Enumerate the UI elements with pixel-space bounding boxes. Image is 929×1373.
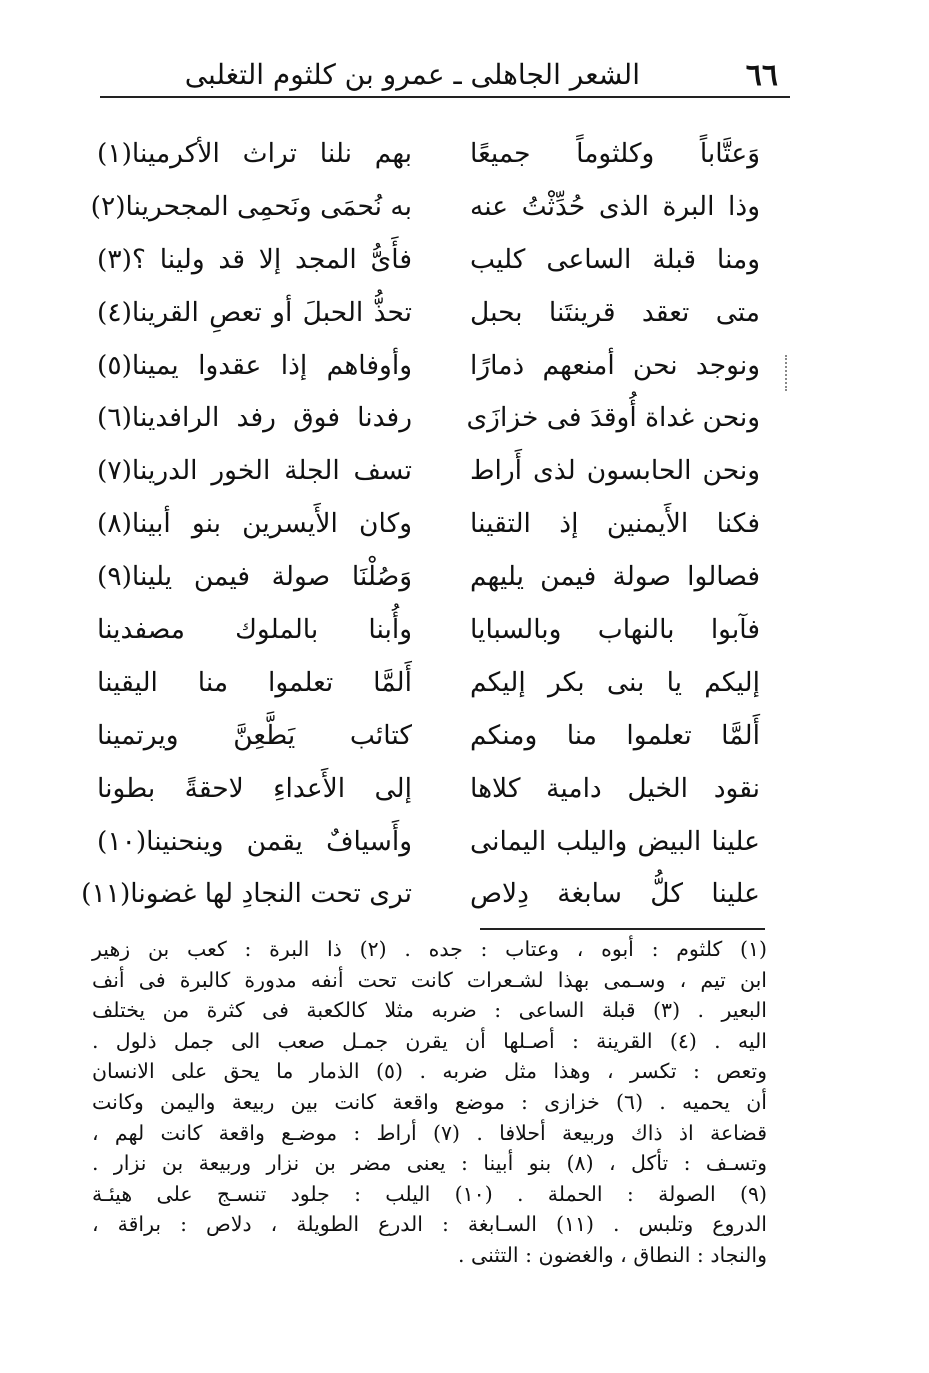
running-title: الشعر الجاهلى ـ عمرو بن كلثوم التغلبى <box>184 58 640 91</box>
first-hemistich: ومنا قبلة الساعى كليب <box>470 243 760 275</box>
first-hemistich: متى تعقد قرينتَنا بحبل <box>470 296 760 328</box>
verse <box>97 657 760 710</box>
second-hemistich: ترى تحت النجادِ لها غضونا(١١) <box>81 878 412 910</box>
verse <box>97 392 760 445</box>
page-header <box>100 52 790 98</box>
verse <box>97 287 760 340</box>
first-hemistich: فكنا الأَيمنين إذ التقينا <box>470 508 760 540</box>
second-hemistich: كتائب يَطَّعِنَّ ويرتمينا <box>97 719 412 751</box>
first-hemistich: فصالوا صولة فيمن يليهم <box>470 561 760 593</box>
verse <box>97 551 760 604</box>
first-hemistich: علينا كلُّ سابغة دِلاص <box>470 878 760 910</box>
second-hemistich: وأَسيافٌ يقمن وينحنينا(١٠) <box>97 825 412 857</box>
verse <box>97 710 760 763</box>
second-hemistich: أَلمَّا تعلموا منا اليقينا <box>97 666 412 698</box>
first-hemistich: وذا البرة الذى حُدِّثْتُ عنه <box>470 190 760 222</box>
footnote-line: (٩) الصولة : الحملة . (١٠) اليلب : جلود تنسـج على هيئـة <box>92 1181 767 1206</box>
verse <box>81 868 760 921</box>
verse <box>90 181 760 234</box>
footnotes <box>92 934 767 1271</box>
footnote-line: قضاعة اذ ذاك وربيعة أحلافا . (٧) أراط : موضـع واقعة كانت لهم ، <box>92 1120 768 1145</box>
footnote-rule <box>480 928 765 930</box>
footnote-line: البعير . (٣) قبلة الساعى : ضربه مثلا كالكعبة فى كثرة من يختلف <box>92 998 767 1023</box>
footnote-line: أن يحميه . (٦) خزازى : موضع واقعة كانت بين ربيعة واليمن وكانت <box>92 1089 767 1114</box>
first-hemistich: ونحن غداة أُوقدَ فى خزازَى <box>466 402 760 434</box>
first-hemistich: فآبوا بالنهاب وبالسبايا <box>470 614 760 646</box>
second-hemistich: تسف الجلة الخور الدرينا(٧) <box>97 455 412 487</box>
second-hemistich: تحذُّ الحبلَ أو تعصِ القرينا(٤) <box>97 296 412 328</box>
first-hemistich: إليكم يا بنى بكر إليكم <box>470 666 760 698</box>
footnote-line: (١) كلثوم : أبوه ، وعتاب : جده . (٢) ذا البرة : كعب بن زهير <box>92 937 767 961</box>
footnote-line: وتعص : تكسر ، وهذا مثل ضربه . (٥) الذمار ما يحق على الانسان <box>92 1059 767 1084</box>
footnote-line: والنجاد : النطاق ، والغضون : التثنى . <box>457 1242 767 1267</box>
second-hemistich: وَصُلْنَا صولة فيمن يلينا(٩) <box>97 561 412 593</box>
verse <box>97 816 760 869</box>
first-hemistich: نقود الخيل دامية كلاها <box>470 772 760 804</box>
second-hemistich: رفدنا فوق رفد الرافدينا(٦) <box>97 402 412 434</box>
verse <box>97 763 760 816</box>
second-hemistich: إلى الأَعداءِ لاحقةً بطونا <box>97 772 412 804</box>
second-hemistich: فأَىُّ المجد إلا قد ولينا ؟(٣) <box>97 243 412 275</box>
margin-mark <box>785 355 789 391</box>
verse <box>97 128 760 181</box>
second-hemistich: وأوفاهم إذا عقدوا يمينا(٥) <box>97 349 412 381</box>
verse <box>97 340 760 393</box>
verse <box>97 445 760 498</box>
footnote-line: ابن تيم ، وسـمى بهذا لشـعرات كانت تحت أنفه مدورة كالبرة فى أنف <box>92 967 767 992</box>
first-hemistich: ونوجد نحن أمنعهم ذمارًا <box>470 349 760 381</box>
verse <box>97 234 760 287</box>
footnote-line: وتسـف : تأكل ، (٨) بنو أبينا : يعنى مضر بن نزار وربيعة بن نزار . <box>92 1151 767 1176</box>
page-number: ٦٦ <box>745 58 778 93</box>
first-hemistich: علينا البيض واليلب اليمانى <box>470 825 760 857</box>
second-hemistich: وأُبنا بالملوك مصفدينا <box>97 614 412 646</box>
second-hemistich: وكان الأَيسرين بنو أبينا(٨) <box>97 508 412 540</box>
poem <box>81 128 760 921</box>
second-hemistich: به نُحمَى ونَحمِى المجحرينا(٢) <box>90 190 412 222</box>
footnote-line: اليه . (٤) القرينة : أصـلها أن يقرن جمـل صعب الى جمل ذلول . <box>92 1028 768 1053</box>
verse <box>97 604 760 657</box>
first-hemistich: أَلمَّا تعلموا منا ومنكم <box>470 719 760 751</box>
first-hemistich: ونحن الحابسون لذى أَراط <box>470 455 760 487</box>
second-hemistich: بهم نلنا تراث الأكرمينا(١) <box>97 138 412 169</box>
footnote-line: الدروع وتلبس . (١١) السـابغة : الدرع الطويلة ، دلاص : براقة ، <box>92 1212 768 1237</box>
first-hemistich: وَعتَّاباً وكلثوماً جميعًا <box>470 138 760 169</box>
verse <box>97 498 760 551</box>
header-rule <box>100 96 790 98</box>
